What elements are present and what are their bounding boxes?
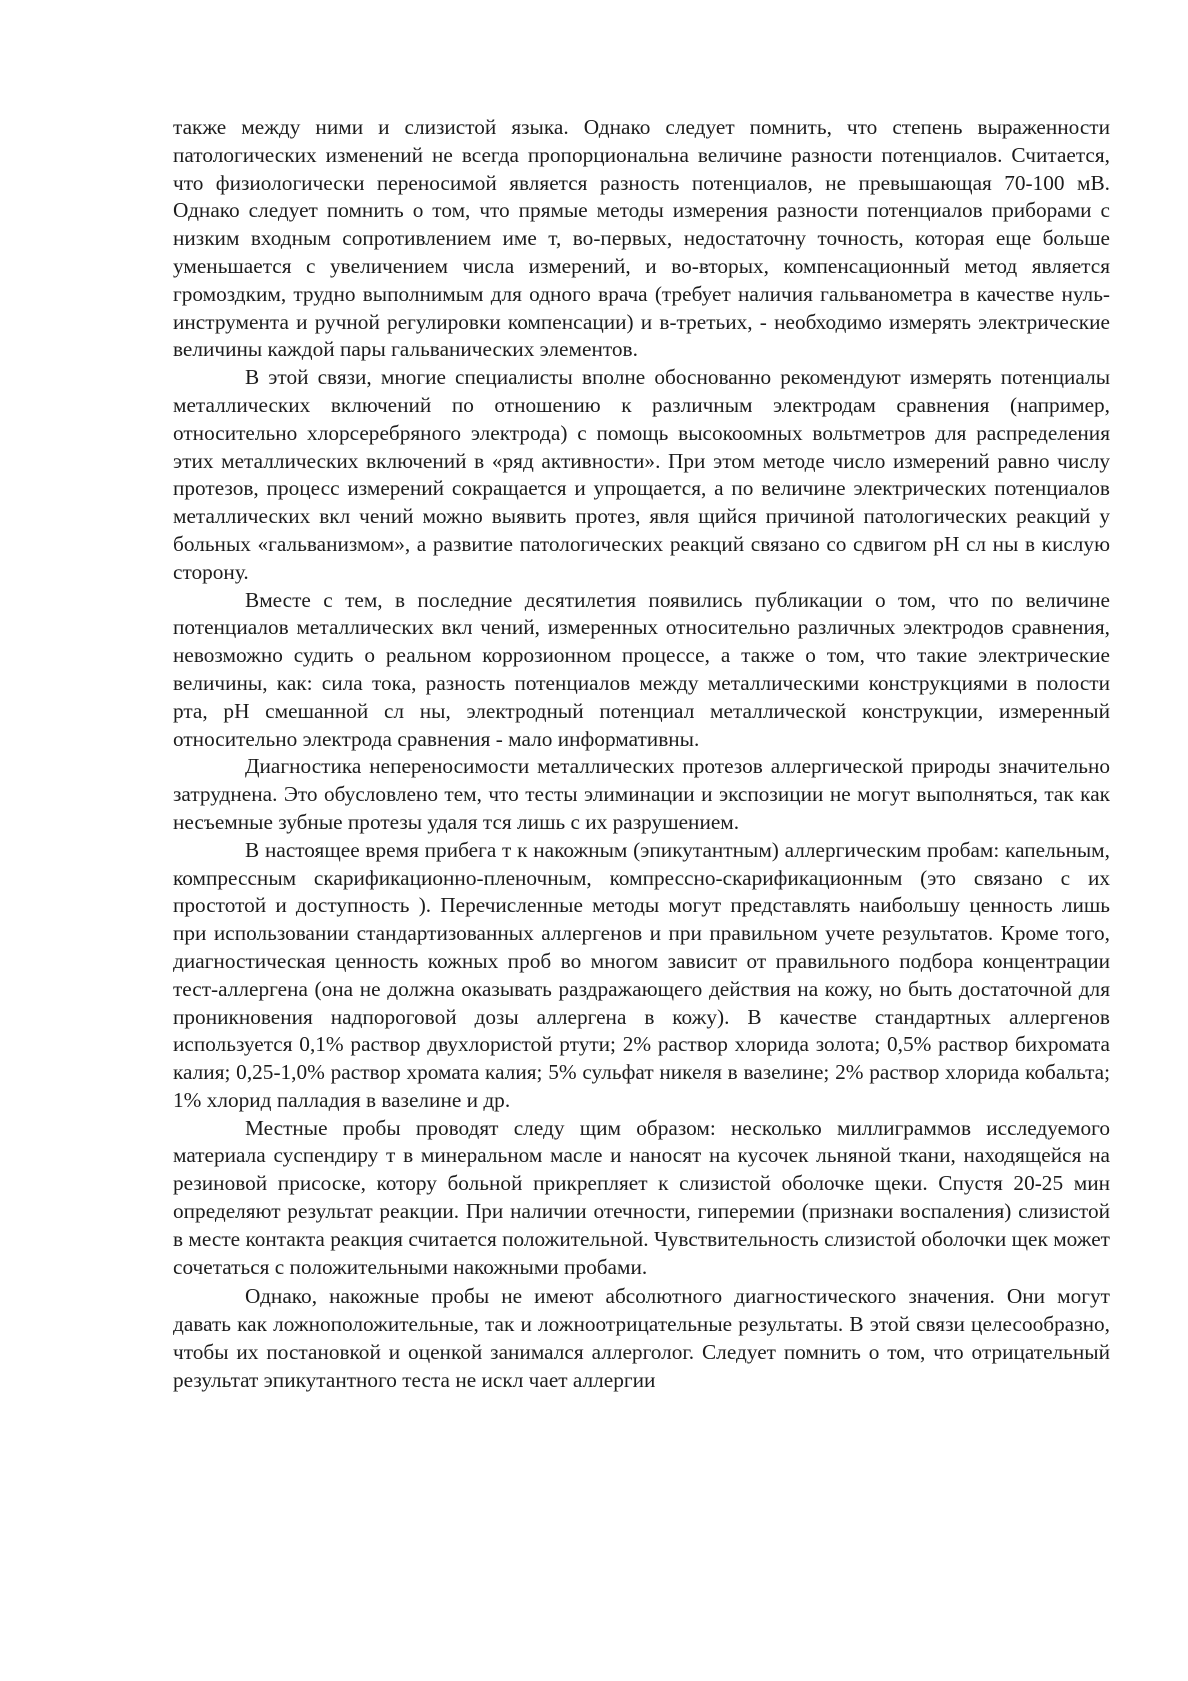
paragraph-skin-tests-limitations: Однако, накожные пробы не имеют абсолютного диагностического значения. Они могут давать как ложноположительные, так и ложноотрицательные результаты. В этой связи целесообразно, чтобы их постановкой и оценкой занимался аллерголог. Следует помнить о том, что отрицательный результат эпикутантного теста не искл чает аллергии bbox=[173, 1284, 1110, 1392]
paragraph-potential-measurement: В этой связи, многие специалисты вполне обоснованно рекомендуют измерять потенциалы металлических включений по отношению к различным электродам сравнения (например, относительно хлорсеребряного электрода) с помощь высокоомных вольтметров для распределения этих металлических включений в «ряд активности». При этом методе число измерений равно числу протезов, процесс измерений сокращается и упрощается, а по величине электрических потенциалов металлических вкл чений можно выявить протез, явля щийся причиной патологических реакций у больных «гальванизмом», а развитие патологических реакций связано со сдвигом pH сл ны в кислую сторону. bbox=[173, 365, 1110, 584]
paragraph-publications: Вместе с тем, в последние десятилетия появились публикации о том, что по величине потенциалов металлических вкл чений, измеренных относительно различных электродов сравнения, невозможно судить о реальном коррозионном процессе, а также о том, что такие электрические величины, как: сила тока, разность потенциалов между металлическими конструкциями в полости рта, pH смешанной сл ны, электродный потенциал металлической конструкции, измеренный относительно электрода сравнения - мало информативны. bbox=[173, 587, 1110, 751]
document-page bbox=[173, 114, 1110, 1395]
paragraph-allergy-diagnostics: Диагностика непереносимости металлических протезов аллергической природы значительно затруднена. Это обусловлено тем, что тесты элиминации и экспозиции не могут выполняться, так как несъемные зубные протезы удаля тся лишь с их разрушением. bbox=[173, 754, 1110, 834]
paragraph-continuation: также между ними и слизистой языка. Однако следует помнить, что степень выраженности патологических изменений не всегда пропорциональна величине разности потенциалов. Считается, что физиологически переносимой является разность потенциалов, не превышающая 70-100 мВ. Однако следует помнить о том, что прямые методы измерения разности потенциалов приборами с низким входным сопротивлением име т, во-первых, недостаточну точность, которая еще больше уменьшается с увеличением числа измерений, и во-вторых, компенсационный метод является громоздким, трудно выполнимым для одного врача (требует наличия гальванометра в качестве нуль-инструмента и ручной регулировки компенсации) и в-третьих, - необходимо измерять электрические величины каждой пары гальванических элементов. bbox=[173, 115, 1110, 362]
paragraph-skin-tests: В настоящее время прибега т к накожным (эпикутантным) аллергическим пробам: капельным, компрессным скарификационно-пленочным, компрессно-скарификационным (это связано с их простотой и доступность ). Перечисленные методы могут представлять наибольшу ценность лишь при использовании стандартизованных аллергенов и при правильном учете результатов. Кроме того, диагностическая ценность кожных проб во многом зависит от правильного подбора концентрации тест-аллергена (она не должна оказывать раздражающего действия на кожу, но быть достаточной для проникновения надпороговой дозы аллергена в кожу). В качестве стандартных аллергенов используется 0,1% раствор двухлористой ртути; 2% раствор хлорида золота; 0,5% раствор бихромата калия; 0,25-1,0% раствор хромата калия; 5% сульфат никеля в вазелине; 2% раствор хлорида кобальта; 1% хлорид палладия в вазелине и др. bbox=[173, 837, 1110, 1112]
paragraph-local-tests: Местные пробы проводят следу щим образом: несколько миллиграммов исследуемого материала суспендиру т в минеральном масле и наносят на кусочек льняной ткани, находящейся на резиновой присоске, котору больной прикрепляет к слизистой оболочке щеки. Спустя 20-25 мин определяют результат реакции. При наличии отечности, гиперемии (признаки воспаления) слизистой в месте контакта реакция считается положительной. Чувствительность слизистой оболочки щек может сочетаться с положительными накожными пробами. bbox=[173, 1115, 1110, 1279]
